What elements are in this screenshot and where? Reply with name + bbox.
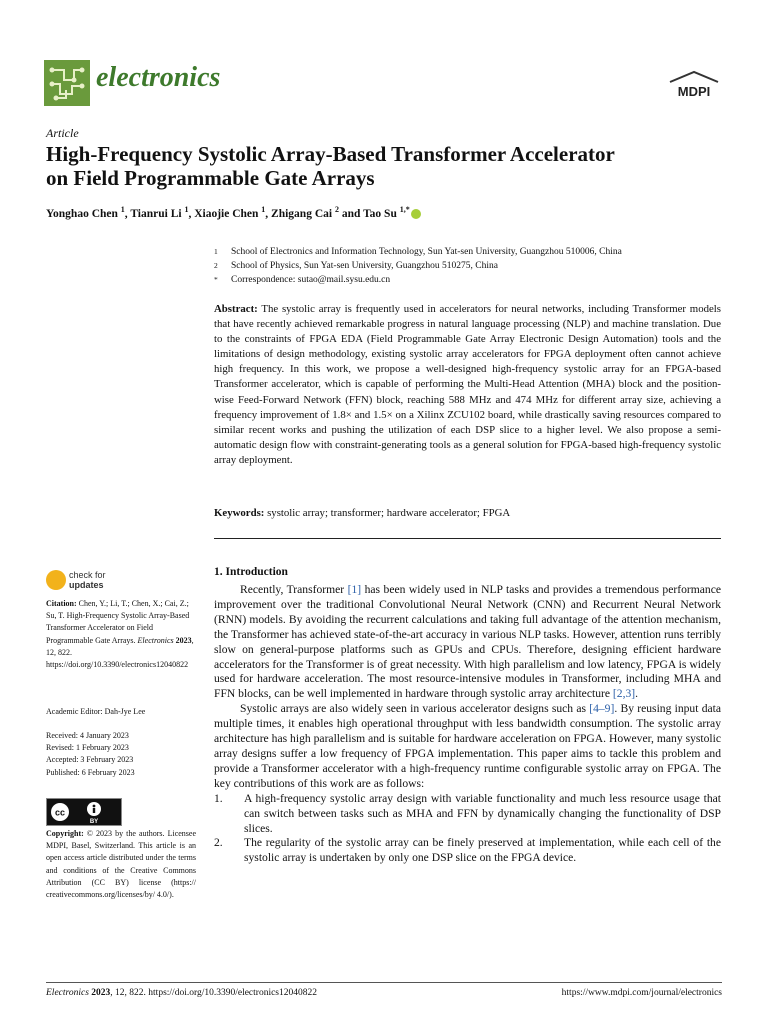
author-list: Yonghao Chen $^1$, Tianrui Li $^1$, Xiaojie Chen $^1$, Zhigang Cai $^2$ and Tao Su $^{1,*}$ bbox=[46, 205, 421, 220]
journal-logo-icon bbox=[44, 60, 90, 106]
main-text: Recently, Transformer [1] has been widely used in NLP tasks and provides a tremendous performance improvement over the traditional Convolutional Neural Network (CNN) and Recurrent Neural Network (RNN) models. By avoiding the recurrent calculations and taking full advantage of the attention mechanism, the Transformer has achieved state-of-the-art accuracy in various NLP tasks. However, attention runs terribly slow on general-purpose platforms such as GPUs and CPUs. Therefore, designing efficient hardware accelerators for the Transformer is of great necessity. With high parallelism and low latency, FPGA is widely used for hardware acceleration. The most resource-intensive modules in Transformer, including MHA and FFN blocks, can be well implemented in hardware through systolic array architecture [2,3]. Systolic arrays are also widely seen in various accelerator designs such as [4–9]. By reusing input data multiple times, it enables high operational throughput with less bandwidth consumption. The systolic array architecture has high parallelism and is suitable for hardware acceleration on FPGA. However, many systolic array designs suffer a low frequency of FPGA implementation. This paper aims to tackle this problem and provide a Transformer accelerator with a high-frequency runtime configurable systolic array on FPGA. The key contributions of this work are as follows: 1. A high-frequency systolic array design with variable functionality and much less resource usage that can switch between tasks such as MHA and FFN by dynamically changing the functionality of DSP slices. 2. The regularity of the systolic array can be finely preserved at implementation, while each cell of the systolic array is undertaken by only one DSP slice on the FPGA device. bbox=[214, 583, 722, 865]
author: Tao Su bbox=[363, 207, 397, 220]
divider bbox=[214, 538, 721, 539]
citation: Citation: Chen, Y.; Li, T.; Chen, X.; Cai, Z.; Su, T. High-Frequency Systolic Array-Based Transformer Accelerator on Field Programmable Gate Arrays. Electronics 2023, 12, 822. https://doi.org/10.3390/electronics12040822 bbox=[46, 599, 194, 670]
article-type: Article bbox=[46, 126, 79, 140]
citation-link[interactable]: [1] bbox=[347, 583, 362, 596]
cc-by-license-icon[interactable] bbox=[46, 798, 122, 826]
list-item: 1. A high-frequency systolic array design with variable functionality and much less resource usage that can switch between tasks such as MHA and FFN by dynamically changing the functionality of DSP slices. bbox=[214, 791, 721, 835]
abstract: Abstract: The systolic array is frequently used in accelerators for neural networks, including Transformer models that have recently achieved remarkable progress in natural language processing (NLP) and machine translation. Due to the constraints of FPGA EDA (Field Programmable Gate Array Electronic Design Automation) tools and the limitations of design methodology, existing systolic array accelerators for FPGA deployment often cannot achieve high frequency. In this work, we propose a well-designed high-frequency systolic array for an FPGA-based Transformer accelerator, which is capable of performing the Multi-Head Attention (MHA) block and the position-wise Feed-Forward Network (FFN) block, reaching 588 MHz and 474 MHz for different array size, achieving a frequency improvement of 1.8× and 1.5× on a Xilinx ZCU102 board, while drastically saving resources compared to similar recent works and pushing the utilization of each DSP slice to a higher level. We also propose a semi-automatic design flow with constraint-generating tools as a general solution for FPGA-based high-frequency systolic array deployment. bbox=[214, 303, 721, 466]
citation-link[interactable]: [4–9] bbox=[589, 702, 615, 716]
copyright: Copyright: © 2023 by the authors. Licensee MDPI, Basel, Switzerland. This article is an open access article distributed under the terms and conditions of the Creative Commons Attribution (CC BY) license (https:// creativecommons.org/licenses/by/ 4.0/). bbox=[46, 829, 197, 900]
footer-divider bbox=[46, 982, 722, 983]
citation-link[interactable]: [2,3] bbox=[612, 687, 636, 701]
journal-name: electronics bbox=[96, 62, 221, 93]
affiliations: 1 School of Electronics and Information Technology, Sun Yat-sen University, Guangzhou 510006, China 2 School of Physics, Sun Yat-sen University, Guangzhou 510275, China * Correspondence: sutao@mail.sysu.edu.cn bbox=[214, 247, 622, 285]
check-for-updates-button[interactable]: check for updates bbox=[46, 570, 126, 592]
footer-citation: Electronics 2023, 12, 822. https://doi.org/10.3390/electronics12040822 bbox=[46, 988, 317, 998]
orcid-icon[interactable] bbox=[411, 209, 421, 219]
svg-text:cc: cc bbox=[54, 807, 66, 818]
author: Yonghao Chen bbox=[46, 207, 118, 220]
publisher-name: MDPI bbox=[677, 84, 711, 99]
author: Tianrui Li bbox=[130, 207, 182, 220]
academic-editor: Academic Editor: Dah-Jye Lee bbox=[46, 707, 146, 716]
checkmark-icon bbox=[46, 570, 66, 590]
author: Xiaojie Chen bbox=[194, 207, 259, 220]
history-dates: Received: 4 January 2023 Revised: 1 February 2023 Accepted: 3 February 2023 Published: 6 February 2023 bbox=[46, 731, 135, 777]
keywords: Keywords: systolic array; transformer; hardware accelerator; FPGA bbox=[214, 507, 511, 519]
mdpi-logo-icon bbox=[666, 70, 722, 100]
footer-journal-link[interactable]: https://www.mdpi.com/journal/electronics bbox=[561, 988, 722, 998]
paper-title: High-Frequency Systolic Array-Based Transformer Accelerator on Field Programmable Gate Arrays bbox=[46, 142, 615, 190]
svg-text:BY: BY bbox=[89, 819, 99, 825]
section-heading: 1. Introduction bbox=[214, 566, 288, 578]
author: Zhigang Cai bbox=[271, 207, 333, 220]
list-item: 2. The regularity of the systolic array can be finely preserved at implementation, while each cell of the systolic array is undertaken by only one DSP slice on the FPGA device. bbox=[214, 836, 721, 865]
